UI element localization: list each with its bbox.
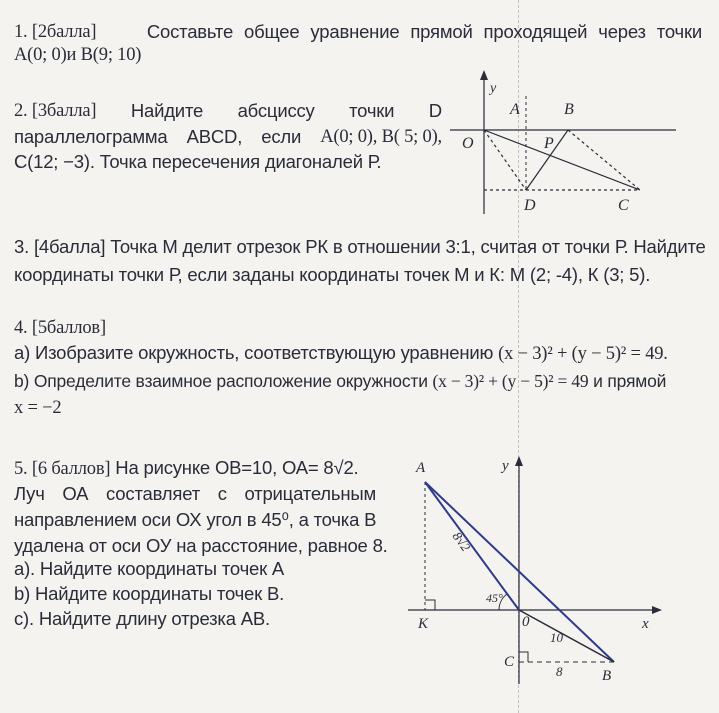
task1-points: 1. [2балла] [14,22,97,42]
task5-text: На рисунке ОВ=10, ОА= 8√2. [115,457,359,478]
x-axis-arrow [652,606,662,614]
label-angle: 45° [486,591,503,605]
task1-text: Составьте общее уравнение прямой проходящей через точки [146,21,702,42]
label-b: B [602,668,612,684]
task4-line4: x = −2 [14,398,62,418]
task5-word-oa: ОА [62,483,89,504]
task2-word-parallelogram: параллелограмма [14,126,168,147]
label-a: A [416,460,426,476]
task5-line4: удалена от оси ОУ на расстояние, равное 8. [14,535,388,556]
label-p: P [544,135,554,152]
task5-word-ray: Луч [14,483,45,504]
task5-word-makes: составляет [106,483,200,504]
task2-line1 [14,100,442,122]
task5-line2 [14,483,376,505]
label-y: y [490,81,497,96]
label-y: y [502,458,509,474]
task2-word-if: если [261,126,302,147]
y-axis-arrow [480,70,488,80]
task2-coords: A(0; 0), B( 5; 0), [320,127,442,147]
parallelogram-figure [450,68,680,218]
right-angle-c [519,652,528,662]
label-o: 0 [522,614,530,630]
task2-points: 2. [3балла] [14,101,97,121]
dashed-ad [484,130,526,190]
label-oa-length: 8√2 [449,528,474,555]
task5-line7: с). Найдите длину отрезка АВ. [14,608,270,629]
task2-line3: C(12; −3). Точка пересечения диагоналей Р. [14,151,382,172]
task4-line3 [14,370,666,392]
label-x: x [642,616,649,632]
label-k: K [418,616,429,632]
task4-b-text2: и прямой [593,371,667,391]
task2-word-d: D [428,100,442,121]
dashed-bc [568,130,640,190]
task4-line1: 4. [5баллов] [14,318,106,338]
label-cb-length: 8 [556,664,563,679]
task2-word-point: точки [349,100,395,121]
label-o: O [462,135,474,152]
task5-word-negative: отрицательным [244,483,376,504]
label-ob-length: 10 [550,630,563,645]
label-c: C [618,197,629,214]
task4-line2 [14,342,668,365]
task4-a-formula: (x − 3)² + (y − 5)² = 49. [498,344,668,364]
task5-line1 [14,457,358,480]
task1-line2: A(0; 0)и B(9; 10) [14,45,142,65]
y-axis-arrow [515,456,523,466]
label-c: C [504,654,515,670]
task5-word-with: с [217,483,227,504]
task4-b-formula: (x − 3)² + (y − 5)² = 49 [432,371,589,391]
triangle-figure [404,452,676,692]
task5-line3: направлением оси ОХ угол в 45⁰, а точка В [14,509,377,530]
task4-b-text1: b) Определите взаимное расположение окружности [14,371,428,391]
task2-line2 [14,126,442,148]
label-d: D [524,197,536,214]
right-angle-k [425,600,435,610]
task4-a-text: а) Изобразите окружность, соответствующую уравнению [14,342,494,363]
label-b: B [564,101,574,118]
task2-word-abscissa: абсциссу [237,100,315,121]
task1-line1 [14,21,702,43]
task2-word-find: Найдите [130,100,204,121]
label-a: A [510,101,520,118]
task3-line1: 3. [4балла] Точка М делит отрезок РК в отношении 3:1, считая от точки Р. Найдите [14,236,706,257]
task3-line2: координаты точки Р, если заданы координаты точек М и К: М (2; -4), К (3; 5). [14,264,651,285]
task5-line6: b) Найдите координаты точек В. [14,583,285,604]
task5-points: 5. [6 баллов] [14,459,111,479]
task2-word-abcd: ABCD, [186,126,243,147]
task5-line5: а). Найдите координаты точек А [14,558,285,579]
